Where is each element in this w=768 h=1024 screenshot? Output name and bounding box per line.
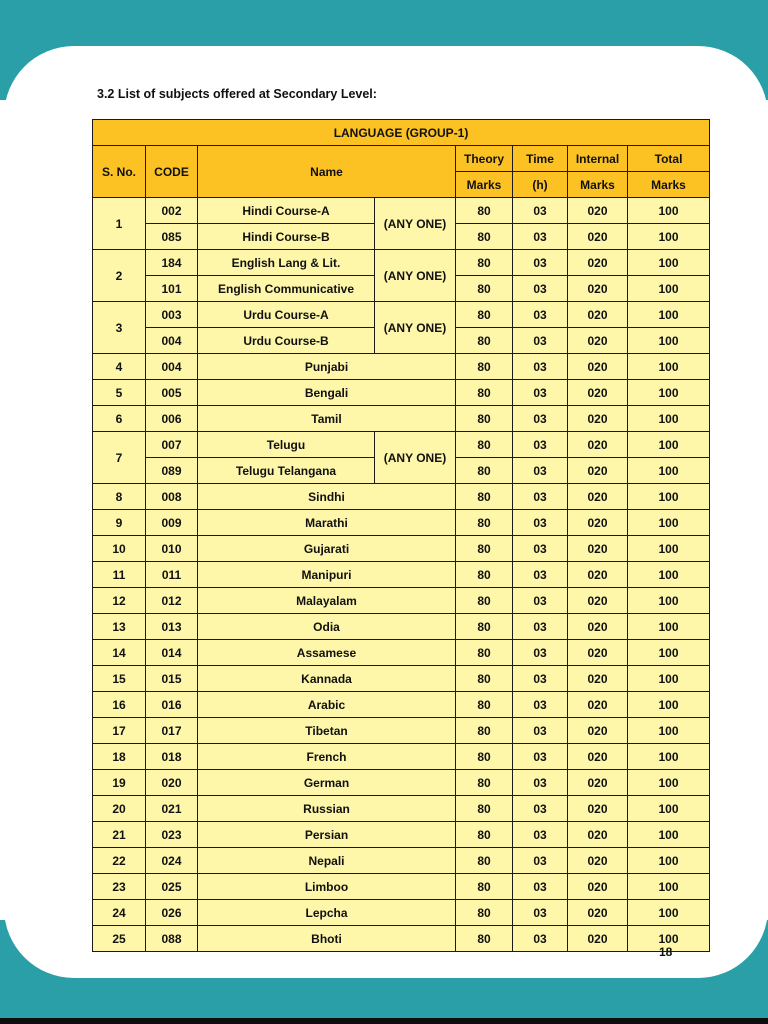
cell-theory-marks: 80	[456, 432, 513, 458]
cell-name: Russian	[198, 796, 456, 822]
cell-theory-marks: 80	[456, 614, 513, 640]
cell-code: 018	[146, 744, 198, 770]
cell-internal-marks: 020	[568, 874, 628, 900]
cell-sno: 7	[93, 432, 146, 484]
cell-total-marks: 100	[628, 588, 710, 614]
cell-code: 024	[146, 848, 198, 874]
cell-internal-marks: 020	[568, 354, 628, 380]
cell-name: French	[198, 744, 456, 770]
cell-time: 03	[513, 484, 568, 510]
cell-code: 013	[146, 614, 198, 640]
cell-internal-marks: 020	[568, 718, 628, 744]
cell-theory-marks: 80	[456, 198, 513, 224]
cell-theory-marks: 80	[456, 250, 513, 276]
cell-any-one-note: (ANY ONE)	[375, 432, 456, 484]
cell-sno: 22	[93, 848, 146, 874]
cell-total-marks: 100	[628, 276, 710, 302]
cell-theory-marks: 80	[456, 328, 513, 354]
table-row	[93, 796, 710, 822]
table-row	[93, 484, 710, 510]
cell-code: 020	[146, 770, 198, 796]
cell-code: 004	[146, 354, 198, 380]
cell-time: 03	[513, 536, 568, 562]
cell-name: Odia	[198, 614, 456, 640]
cell-sno: 4	[93, 354, 146, 380]
cell-internal-marks: 020	[568, 692, 628, 718]
cell-sno: 23	[93, 874, 146, 900]
cell-code: 184	[146, 250, 198, 276]
cell-theory-marks: 80	[456, 692, 513, 718]
cell-sno: 24	[93, 900, 146, 926]
cell-code: 014	[146, 640, 198, 666]
cell-theory-marks: 80	[456, 640, 513, 666]
cell-total-marks: 100	[628, 796, 710, 822]
cell-theory-marks: 80	[456, 562, 513, 588]
cell-total-marks: 100	[628, 328, 710, 354]
cell-theory-marks: 80	[456, 380, 513, 406]
table-row	[93, 718, 710, 744]
table-row	[93, 432, 710, 458]
cell-time: 03	[513, 458, 568, 484]
cell-total-marks: 100	[628, 302, 710, 328]
cell-theory-marks: 80	[456, 796, 513, 822]
cell-theory-marks: 80	[456, 926, 513, 952]
cell-theory-marks: 80	[456, 458, 513, 484]
cell-total-marks: 100	[628, 822, 710, 848]
cell-theory-marks: 80	[456, 224, 513, 250]
cell-name: Hindi Course-A	[198, 198, 375, 224]
cell-code: 101	[146, 276, 198, 302]
cell-name: German	[198, 770, 456, 796]
cell-sno: 25	[93, 926, 146, 952]
cell-time: 03	[513, 354, 568, 380]
cell-internal-marks: 020	[568, 848, 628, 874]
table-row	[93, 926, 710, 952]
cell-code: 004	[146, 328, 198, 354]
cell-name: Hindi Course-B	[198, 224, 375, 250]
cell-code: 017	[146, 718, 198, 744]
cell-code: 025	[146, 874, 198, 900]
cell-internal-marks: 020	[568, 484, 628, 510]
header-internal-line2: Marks	[568, 172, 628, 198]
cell-time: 03	[513, 770, 568, 796]
cell-time: 03	[513, 666, 568, 692]
table-row	[93, 406, 710, 432]
header-name: Name	[198, 146, 456, 198]
cell-sno: 21	[93, 822, 146, 848]
cell-sno: 14	[93, 640, 146, 666]
cell-sno: 12	[93, 588, 146, 614]
cell-name: Tamil	[198, 406, 456, 432]
cell-total-marks: 100	[628, 692, 710, 718]
table-row	[93, 562, 710, 588]
cell-sno: 8	[93, 484, 146, 510]
cell-name: Punjabi	[198, 354, 456, 380]
cell-time: 03	[513, 718, 568, 744]
cell-code: 005	[146, 380, 198, 406]
cell-name: Nepali	[198, 848, 456, 874]
cell-internal-marks: 020	[568, 926, 628, 952]
cell-sno: 19	[93, 770, 146, 796]
cell-time: 03	[513, 874, 568, 900]
cell-time: 03	[513, 380, 568, 406]
cell-total-marks: 100	[628, 536, 710, 562]
cell-total-marks: 100	[628, 666, 710, 692]
cell-code: 089	[146, 458, 198, 484]
cell-theory-marks: 80	[456, 510, 513, 536]
cell-internal-marks: 020	[568, 536, 628, 562]
cell-total-marks: 100	[628, 640, 710, 666]
cell-sno: 11	[93, 562, 146, 588]
cell-total-marks: 100	[628, 484, 710, 510]
cell-sno: 10	[93, 536, 146, 562]
cell-time: 03	[513, 822, 568, 848]
cell-internal-marks: 020	[568, 380, 628, 406]
cell-total-marks: 100	[628, 900, 710, 926]
cell-internal-marks: 020	[568, 510, 628, 536]
cell-internal-marks: 020	[568, 614, 628, 640]
cell-time: 03	[513, 614, 568, 640]
cell-code: 003	[146, 302, 198, 328]
cell-internal-marks: 020	[568, 328, 628, 354]
cell-time: 03	[513, 302, 568, 328]
cell-theory-marks: 80	[456, 406, 513, 432]
cell-time: 03	[513, 848, 568, 874]
group-title: LANGUAGE (GROUP-1)	[93, 120, 710, 146]
cell-theory-marks: 80	[456, 744, 513, 770]
cell-code: 026	[146, 900, 198, 926]
cell-time: 03	[513, 900, 568, 926]
table-row	[93, 692, 710, 718]
table-row	[93, 302, 710, 328]
cell-name: Assamese	[198, 640, 456, 666]
cell-name: Tibetan	[198, 718, 456, 744]
cell-total-marks: 100	[628, 198, 710, 224]
cell-code: 010	[146, 536, 198, 562]
cell-any-one-note: (ANY ONE)	[375, 198, 456, 250]
header-code: CODE	[146, 146, 198, 198]
table-row	[93, 666, 710, 692]
header-total-line2: Marks	[628, 172, 710, 198]
cell-sno: 15	[93, 666, 146, 692]
cell-sno: 6	[93, 406, 146, 432]
header-time-line1: Time	[513, 146, 568, 172]
cell-theory-marks: 80	[456, 822, 513, 848]
cell-theory-marks: 80	[456, 770, 513, 796]
table-row	[93, 874, 710, 900]
cell-code: 016	[146, 692, 198, 718]
table-row	[93, 640, 710, 666]
cell-sno: 13	[93, 614, 146, 640]
cell-total-marks: 100	[628, 510, 710, 536]
header-time-line2: (h)	[513, 172, 568, 198]
cell-total-marks: 100	[628, 562, 710, 588]
cell-theory-marks: 80	[456, 874, 513, 900]
cell-total-marks: 100	[628, 744, 710, 770]
cell-internal-marks: 020	[568, 432, 628, 458]
table-row	[93, 848, 710, 874]
cell-time: 03	[513, 328, 568, 354]
cell-name: Sindhi	[198, 484, 456, 510]
table-row	[93, 588, 710, 614]
table-row	[93, 380, 710, 406]
cell-internal-marks: 020	[568, 666, 628, 692]
cell-sno: 17	[93, 718, 146, 744]
cell-name: Marathi	[198, 510, 456, 536]
cell-name: Persian	[198, 822, 456, 848]
table-row	[93, 822, 710, 848]
cell-name: English Lang & Lit.	[198, 250, 375, 276]
cell-code: 009	[146, 510, 198, 536]
cell-name: Telugu	[198, 432, 375, 458]
cell-any-one-note: (ANY ONE)	[375, 250, 456, 302]
cell-sno: 18	[93, 744, 146, 770]
cell-code: 088	[146, 926, 198, 952]
cell-internal-marks: 020	[568, 744, 628, 770]
cell-time: 03	[513, 796, 568, 822]
cell-theory-marks: 80	[456, 354, 513, 380]
cell-time: 03	[513, 926, 568, 952]
cell-sno: 1	[93, 198, 146, 250]
cell-time: 03	[513, 432, 568, 458]
cell-theory-marks: 80	[456, 276, 513, 302]
cell-sno: 5	[93, 380, 146, 406]
cell-theory-marks: 80	[456, 718, 513, 744]
cell-theory-marks: 80	[456, 666, 513, 692]
cell-theory-marks: 80	[456, 900, 513, 926]
cell-code: 006	[146, 406, 198, 432]
cell-time: 03	[513, 510, 568, 536]
cell-code: 021	[146, 796, 198, 822]
cell-total-marks: 100	[628, 224, 710, 250]
cell-name: Telugu Telangana	[198, 458, 375, 484]
header-theory-line1: Theory	[456, 146, 513, 172]
table-row	[93, 744, 710, 770]
cell-internal-marks: 020	[568, 900, 628, 926]
cell-internal-marks: 020	[568, 302, 628, 328]
cell-total-marks: 100	[628, 432, 710, 458]
cell-total-marks: 100	[628, 926, 710, 952]
cell-name: Bhoti	[198, 926, 456, 952]
cell-name: Malayalam	[198, 588, 456, 614]
cell-name: Gujarati	[198, 536, 456, 562]
cell-internal-marks: 020	[568, 406, 628, 432]
cell-theory-marks: 80	[456, 302, 513, 328]
header-internal-line1: Internal	[568, 146, 628, 172]
cell-name: Urdu Course-B	[198, 328, 375, 354]
cell-time: 03	[513, 250, 568, 276]
cell-internal-marks: 020	[568, 796, 628, 822]
cell-internal-marks: 020	[568, 198, 628, 224]
table-row	[93, 510, 710, 536]
cell-code: 007	[146, 432, 198, 458]
cell-time: 03	[513, 224, 568, 250]
table-row	[93, 614, 710, 640]
page-number: 18	[659, 945, 673, 959]
cell-total-marks: 100	[628, 380, 710, 406]
cell-code: 085	[146, 224, 198, 250]
cell-time: 03	[513, 640, 568, 666]
cell-name: Urdu Course-A	[198, 302, 375, 328]
cell-total-marks: 100	[628, 406, 710, 432]
cell-name: Arabic	[198, 692, 456, 718]
table-row	[93, 198, 710, 224]
table-body	[93, 198, 710, 952]
cell-time: 03	[513, 692, 568, 718]
cell-total-marks: 100	[628, 458, 710, 484]
cell-total-marks: 100	[628, 354, 710, 380]
cell-total-marks: 100	[628, 250, 710, 276]
header-sno: S. No.	[93, 146, 146, 198]
subjects-table	[92, 119, 710, 952]
cell-code: 012	[146, 588, 198, 614]
table-row	[93, 354, 710, 380]
table-row	[93, 250, 710, 276]
cell-name: English Communicative	[198, 276, 375, 302]
cell-total-marks: 100	[628, 770, 710, 796]
cell-total-marks: 100	[628, 848, 710, 874]
cell-theory-marks: 80	[456, 848, 513, 874]
cell-sno: 20	[93, 796, 146, 822]
cell-time: 03	[513, 198, 568, 224]
cell-sno: 2	[93, 250, 146, 302]
cell-code: 015	[146, 666, 198, 692]
cell-time: 03	[513, 562, 568, 588]
cell-code: 011	[146, 562, 198, 588]
cell-sno: 3	[93, 302, 146, 354]
cell-total-marks: 100	[628, 614, 710, 640]
cell-internal-marks: 020	[568, 770, 628, 796]
header-total-line1: Total	[628, 146, 710, 172]
cell-internal-marks: 020	[568, 458, 628, 484]
cell-internal-marks: 020	[568, 588, 628, 614]
cell-time: 03	[513, 406, 568, 432]
cell-sno: 9	[93, 510, 146, 536]
cell-internal-marks: 020	[568, 276, 628, 302]
cell-total-marks: 100	[628, 718, 710, 744]
cell-theory-marks: 80	[456, 588, 513, 614]
table-row	[93, 770, 710, 796]
table-row	[93, 536, 710, 562]
cell-total-marks: 100	[628, 874, 710, 900]
cell-theory-marks: 80	[456, 484, 513, 510]
cell-name: Kannada	[198, 666, 456, 692]
cell-internal-marks: 020	[568, 822, 628, 848]
cell-name: Lepcha	[198, 900, 456, 926]
cell-code: 002	[146, 198, 198, 224]
cell-theory-marks: 80	[456, 536, 513, 562]
cell-sno: 16	[93, 692, 146, 718]
cell-time: 03	[513, 276, 568, 302]
cell-code: 008	[146, 484, 198, 510]
cell-any-one-note: (ANY ONE)	[375, 302, 456, 354]
cell-code: 023	[146, 822, 198, 848]
cell-internal-marks: 020	[568, 250, 628, 276]
cell-internal-marks: 020	[568, 224, 628, 250]
cell-time: 03	[513, 744, 568, 770]
table-row	[93, 900, 710, 926]
cell-name: Limboo	[198, 874, 456, 900]
cell-name: Bengali	[198, 380, 456, 406]
section-heading: 3.2 List of subjects offered at Secondary Level:	[97, 87, 377, 101]
cell-internal-marks: 020	[568, 562, 628, 588]
cell-time: 03	[513, 588, 568, 614]
bottom-edge-strip	[0, 1018, 768, 1024]
cell-name: Manipuri	[198, 562, 456, 588]
cell-internal-marks: 020	[568, 640, 628, 666]
header-theory-line2: Marks	[456, 172, 513, 198]
